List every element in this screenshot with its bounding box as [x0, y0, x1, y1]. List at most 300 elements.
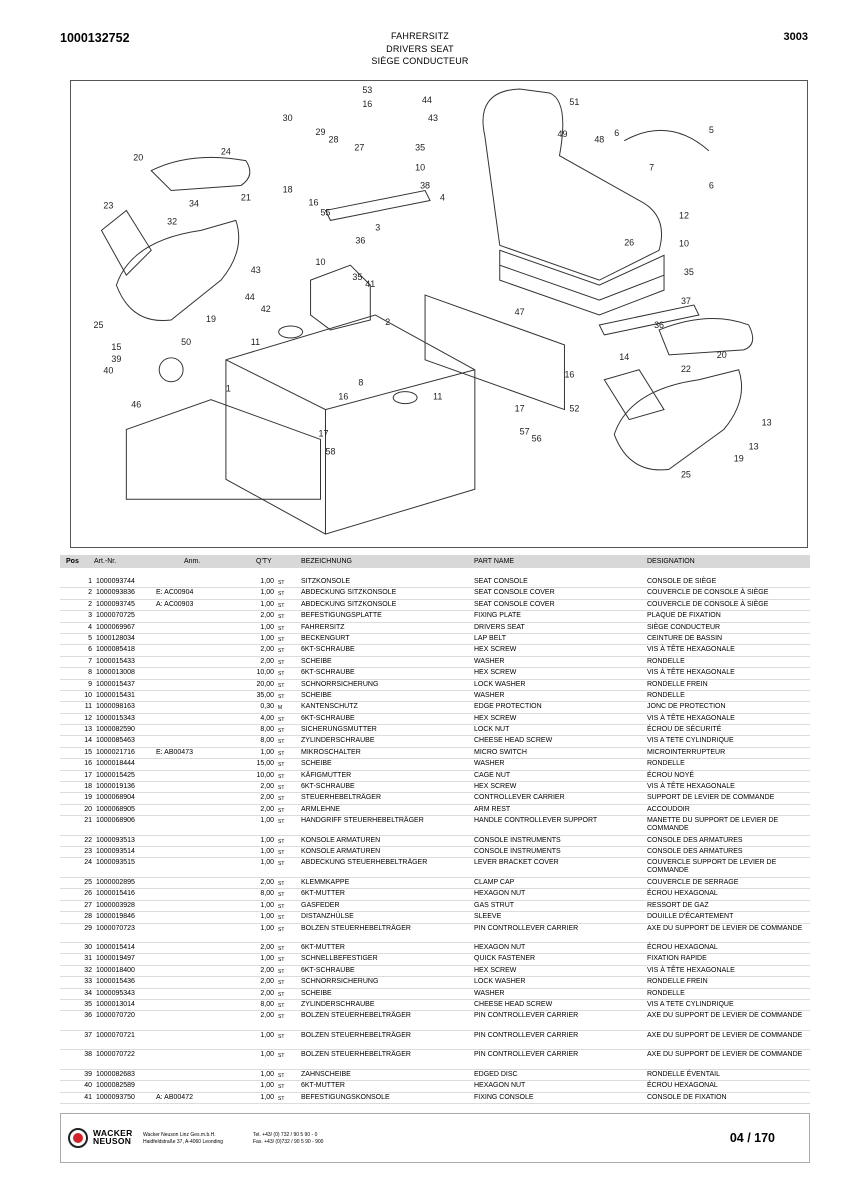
armrest-left — [151, 157, 250, 190]
callout-42: 42 — [260, 304, 271, 315]
callout-34: 34 — [189, 198, 200, 209]
cell-qty: 1,00 — [260, 955, 274, 963]
cell-unit: ST — [278, 693, 285, 700]
cell-fr: MANETTE DU SUPPORT DE LEVIER DE COMMANDE — [647, 817, 779, 833]
table-row — [60, 966, 810, 977]
company-logo-text — [93, 1129, 133, 1145]
armrest-right — [659, 319, 753, 355]
callout-10: 10 — [415, 162, 426, 173]
parts-table-header — [60, 555, 810, 568]
cell-qty: 2,00 — [260, 989, 274, 997]
cell-art: 1000085463 — [96, 737, 135, 745]
cell-fr: CONSOLE DES ARMATURES — [647, 836, 743, 844]
cell-unit: ST — [278, 1003, 285, 1009]
cell-fr: RONDELLE ÉVENTAIL — [647, 1070, 721, 1078]
table-row — [60, 725, 810, 736]
cell-qty: 10,00 — [256, 669, 274, 677]
header-qty: Q'TY — [256, 557, 272, 565]
cell-en: EDGED DISC — [474, 1070, 518, 1078]
cell-fr: CONSOLE DE SIÈGE — [647, 578, 717, 585]
table-row — [60, 1031, 810, 1051]
cell-de: ZAHNSCHEIBE — [301, 1070, 351, 1078]
table-row — [60, 977, 810, 988]
cell-pos: 15 — [84, 748, 92, 756]
cell-pos: 22 — [84, 836, 92, 844]
cell-en: CONTROLLEVER CARRIER — [474, 794, 565, 802]
cell-qty: 2,00 — [260, 978, 274, 986]
cell-pos: 3 — [88, 612, 92, 620]
cell-unit: M — [278, 705, 283, 712]
cell-en: HEX SCREW — [474, 646, 517, 654]
cell-de: SITZKONSOLE — [301, 578, 351, 585]
table-row — [60, 1050, 810, 1070]
cell-qty: 1,00 — [260, 600, 274, 608]
cell-en: SEAT CONSOLE COVER — [474, 589, 555, 597]
table-row — [60, 954, 810, 965]
cell-fr: SUPPORT DE LEVIER DE COMMANDE — [647, 794, 775, 802]
cell-fr: VIS À TÊTE HEXAGONALE — [647, 966, 735, 974]
cell-art: 1000093515 — [96, 859, 135, 867]
control-lever-carrier-left — [116, 220, 238, 320]
header-designation: DESIGNATION — [647, 557, 695, 565]
cell-de: KONSOLE ARMATUREN — [301, 836, 381, 844]
cell-qty: 20,00 — [256, 680, 274, 688]
callout-21: 21 — [240, 192, 251, 203]
cell-de: 6KT-SCHRAUBE — [301, 966, 355, 974]
cell-qty: 1,00 — [260, 1070, 274, 1078]
cell-fr: VIS À TÊTE HEXAGONALE — [647, 646, 735, 654]
console-instruments-right — [604, 370, 664, 420]
edge-protection-ring-2 — [393, 392, 417, 404]
telephone: Tel. +43/ (0) 732 / 90 5 90 - 0 — [253, 1132, 318, 1138]
cell-art: 1000093744 — [96, 578, 135, 585]
cell-fr: PLAQUE DE FIXATION — [647, 612, 721, 620]
cell-art: 1000015416 — [96, 890, 135, 898]
cell-de: BECKENGURT — [301, 634, 350, 642]
table-row — [60, 748, 810, 759]
cell-qty: 8,00 — [260, 890, 274, 898]
cell-art: 1000002895 — [96, 878, 135, 886]
cell-fr: RONDELLE FREIN — [647, 978, 708, 986]
cell-art: 1000018444 — [96, 760, 135, 768]
cell-art: 1000093745 — [96, 600, 135, 608]
cell-de: SCHEIBE — [301, 760, 332, 768]
cell-qty: 1,00 — [260, 589, 274, 597]
callout-46: 46 — [131, 399, 142, 410]
cell-pos: 39 — [84, 1070, 92, 1078]
cell-en: CHEESE HEAD SCREW — [474, 1001, 553, 1008]
cell-art: 1000015437 — [96, 680, 135, 688]
callout-47: 47 — [514, 306, 525, 317]
cell-fr: JONC DE PROTECTION — [647, 703, 726, 711]
callout-25: 25 — [93, 319, 104, 330]
cell-art: 1000013014 — [96, 1001, 135, 1008]
cell-art: 1000070722 — [96, 1051, 135, 1059]
cell-art: 1000018400 — [96, 966, 135, 974]
cell-de: KLEMMKAPPE — [301, 878, 350, 886]
cell-de: KONSOLE ARMATUREN — [301, 848, 381, 856]
callout-44b: 44 — [244, 292, 255, 303]
title-german: FAHRERSITZ — [390, 31, 449, 41]
cell-unit: ST — [278, 968, 285, 975]
cell-qty: 1,00 — [260, 901, 274, 909]
cell-unit: ST — [278, 991, 285, 998]
callout-43b: 43 — [250, 265, 261, 276]
cell-unit: ST — [278, 648, 285, 655]
cell-qty: 2,00 — [260, 944, 274, 952]
callout-19b: 19 — [733, 453, 744, 464]
cell-de: 6KT-MUTTER — [301, 944, 345, 952]
cell-pos: 34 — [84, 989, 92, 997]
cell-de: SICHERUNGSMUTTER — [301, 726, 377, 734]
cell-unit: ST — [278, 580, 285, 586]
cell-qty: 1,00 — [260, 1082, 274, 1090]
header-anm: Anm. — [184, 557, 201, 565]
cell-pos: 24 — [84, 859, 92, 867]
clamp-cap — [159, 358, 183, 382]
cell-unit: ST — [278, 716, 285, 723]
callout-5: 5 — [708, 124, 714, 135]
cell-unit: ST — [278, 1084, 285, 1091]
cell-en: HEX SCREW — [474, 714, 517, 722]
callout-53: 53 — [362, 84, 373, 95]
seat-console-cover-plate — [425, 295, 564, 410]
cell-unit: ST — [278, 739, 285, 746]
cell-de: SCHNELLBEFESTIGER — [301, 955, 378, 963]
cell-unit: ST — [278, 957, 285, 964]
cell-pos: 21 — [84, 817, 92, 825]
cell-en: LAP BELT — [474, 634, 507, 642]
callout-13b: 13 — [748, 441, 759, 452]
cell-unit: ST — [278, 926, 285, 933]
cell-unit: ST — [278, 636, 285, 643]
cell-unit: ST — [278, 1033, 285, 1040]
callout-56: 56 — [531, 433, 542, 444]
cell-unit: ST — [278, 850, 285, 857]
table-row — [60, 657, 810, 668]
callout-6: 6 — [614, 127, 620, 138]
cell-fr: COUVERCLE SUPPORT DE LEVIER DE COMMANDE — [647, 859, 777, 875]
callout-17: 17 — [514, 403, 525, 414]
cell-de: BEFESTIGUNGSPLATTE — [301, 612, 382, 620]
cell-fr: AXE DU SUPPORT DE LEVIER DE COMMANDE — [647, 1051, 803, 1059]
cell-art: 1000068906 — [96, 817, 135, 825]
cell-pos: 18 — [84, 783, 92, 791]
cell-fr: RONDELLE — [647, 989, 685, 997]
cell-de: SCHEIBE — [301, 691, 332, 699]
cell-art: 1000082683 — [96, 1070, 135, 1078]
cell-en: CAGE NUT — [474, 771, 511, 779]
cell-fr: VIS A TETE CYLINDRIQUE — [647, 1001, 734, 1008]
seat-console-frame — [226, 315, 475, 534]
cell-pos: 40 — [84, 1082, 92, 1090]
cell-art: 1000069967 — [96, 623, 135, 631]
table-row — [60, 836, 810, 847]
cell-fr: VIS À TÊTE HEXAGONALE — [647, 783, 735, 791]
document-number: 1000132752 — [60, 31, 130, 45]
cell-en: CLAMP CAP — [474, 878, 515, 886]
cell-unit: ST — [278, 819, 285, 826]
cell-unit: ST — [278, 785, 285, 792]
cell-art: 1000015436 — [96, 978, 135, 986]
cell-unit: ST — [278, 591, 285, 598]
cell-qty: 1,00 — [260, 748, 274, 756]
cell-pos: 11 — [84, 703, 92, 711]
cell-pos: 5 — [88, 634, 92, 642]
cell-de: ZYLINDERSCHRAUBE — [301, 737, 375, 745]
cell-de: ZYLINDERSCHRAUBE — [301, 1001, 375, 1008]
cell-art: 1000015343 — [96, 714, 135, 722]
cell-unit: ST — [278, 671, 285, 678]
cell-pos: 17 — [84, 771, 92, 779]
cell-de: SCHNORRSICHERUNG — [301, 680, 379, 688]
cell-pos: 25 — [84, 878, 92, 886]
cell-fr: COUVERCLE DE SERRAGE — [647, 878, 739, 886]
cell-en: HEX SCREW — [474, 966, 517, 974]
cell-qty: 1,00 — [260, 848, 274, 856]
callout-43: 43 — [428, 112, 439, 123]
callout-14: 14 — [619, 351, 630, 362]
cell-en: PIN CONTROLLEVER CARRIER — [474, 924, 579, 932]
cell-unit: ST — [278, 614, 285, 621]
cell-unit: ST — [278, 861, 285, 868]
part-callouts — [93, 85, 771, 479]
cell-de: BOLZEN STEUERHEBELTRÄGER — [301, 924, 411, 932]
cell-de: GASFEDER — [301, 901, 340, 909]
cell-art: 1000093514 — [96, 848, 135, 856]
table-row — [60, 645, 810, 656]
cell-art: 1000070721 — [96, 1031, 135, 1039]
cell-en: LOCK WASHER — [474, 978, 526, 986]
cell-fr: CONSOLE DES ARMATURES — [647, 848, 743, 856]
cell-en: FIXING CONSOLE — [474, 1093, 534, 1101]
cell-fr: ÉCROU HEXAGONAL — [647, 1082, 718, 1090]
cell-pos: 12 — [84, 714, 92, 722]
header-part-name: PART NAME — [474, 557, 515, 565]
cell-unit: ST — [278, 762, 285, 769]
callout-37: 37 — [680, 296, 691, 307]
cell-unit: ST — [278, 602, 285, 609]
exploded-view-diagram — [70, 80, 808, 548]
cell-qty: 1,00 — [260, 859, 274, 867]
cell-pos: 19 — [84, 794, 92, 802]
cell-fr: VIS À TÊTE HEXAGONALE — [647, 714, 735, 722]
cell-pos: 27 — [84, 901, 92, 909]
cell-pos: 33 — [84, 978, 92, 986]
table-row — [60, 816, 810, 836]
cell-qty: 2,00 — [260, 646, 274, 654]
callout-36b: 36 — [654, 319, 665, 330]
callout-10c: 10 — [678, 238, 689, 249]
edge-protection-ring — [279, 326, 303, 338]
cell-pos: 38 — [84, 1051, 92, 1059]
callout-23: 23 — [103, 200, 114, 211]
cell-art: 1000082590 — [96, 726, 135, 734]
cell-de: KÄFIGMUTTER — [301, 771, 352, 779]
cell-qty: 8,00 — [260, 1001, 274, 1008]
cell-en: LOCK NUT — [474, 726, 510, 734]
cell-pos: 2 — [88, 589, 92, 597]
cell-de: MIKROSCHALTER — [301, 748, 361, 756]
cell-en: PIN CONTROLLEVER CARRIER — [474, 1012, 579, 1020]
cell-en: EDGE PROTECTION — [474, 703, 542, 711]
cell-fr: MICROINTERRUPTEUR — [647, 748, 726, 756]
callout-48: 48 — [594, 134, 605, 145]
cell-de: 6KT-MUTTER — [301, 1082, 345, 1090]
cell-art: 1000095343 — [96, 989, 135, 997]
cell-en: SEAT CONSOLE — [474, 578, 528, 585]
cell-fr: ÉCROU HEXAGONAL — [647, 944, 718, 952]
cell-art: 1000021716 — [96, 748, 135, 756]
cell-fr: RONDELLE — [647, 760, 685, 768]
callout-19: 19 — [206, 313, 216, 324]
cell-anm: E: AC00904 — [156, 589, 194, 597]
cell-art: 1000070720 — [96, 1012, 135, 1020]
cell-pos: 41 — [84, 1093, 92, 1101]
cell-art: 1000015414 — [96, 944, 135, 952]
cell-en: DRIVERS SEAT — [474, 623, 525, 631]
cell-anm: A: AB00472 — [156, 1093, 193, 1101]
cell-qty: 1,00 — [260, 1031, 274, 1039]
table-row — [60, 889, 810, 900]
cell-art: 1000003928 — [96, 901, 135, 909]
callout-39: 39 — [111, 353, 122, 364]
title-french: SIÈGE CONDUCTEUR — [371, 56, 469, 66]
cell-de: BOLZEN STEUERHEBELTRÄGER — [301, 1031, 411, 1039]
cell-pos: 14 — [84, 737, 92, 745]
cell-de: BOLZEN STEUERHEBELTRÄGER — [301, 1012, 411, 1020]
cell-de: 6KT-SCHRAUBE — [301, 646, 355, 654]
cell-pos: 16 — [84, 760, 92, 768]
cell-pos: 32 — [84, 966, 92, 974]
table-row — [60, 759, 810, 770]
cell-fr: COUVERCLE DE CONSOLE À SIÈGE — [647, 600, 769, 608]
cell-unit: ST — [278, 807, 285, 814]
callout-36: 36 — [355, 235, 366, 246]
cell-de: 6KT-MUTTER — [301, 890, 345, 898]
cell-de: SCHEIBE — [301, 989, 332, 997]
table-row — [60, 680, 810, 691]
callout-32: 32 — [167, 216, 178, 227]
cell-fr: ÉCROU DE SÉCURITÉ — [647, 726, 722, 734]
cell-fr: RONDELLE — [647, 691, 685, 699]
cell-en: HEX SCREW — [474, 783, 517, 791]
table-row — [60, 878, 810, 889]
cell-qty: 8,00 — [260, 726, 274, 734]
page-code: 3003 — [783, 31, 808, 43]
cell-anm: E: AB00473 — [156, 748, 193, 756]
callout-3: 3 — [375, 222, 381, 233]
exploded-view-drawing — [71, 81, 807, 547]
cell-pos: 28 — [84, 913, 92, 921]
header-art-nr: Art.-Nr. — [94, 557, 117, 565]
cell-unit: ST — [278, 946, 285, 953]
table-row — [60, 943, 810, 954]
cell-de: ABDECKUNG SITZKONSOLE — [301, 589, 397, 597]
callout-35b: 35 — [352, 272, 363, 283]
fax: Fax. +43/ (0)732 / 90 5 90 - 900 — [253, 1138, 324, 1145]
cell-pos: 9 — [88, 680, 92, 688]
table-row — [60, 912, 810, 923]
cell-fr: VIS A TETE CYLINDRIQUE — [647, 737, 734, 745]
cell-qty: 1,00 — [260, 1093, 274, 1101]
cell-en: PIN CONTROLLEVER CARRIER — [474, 1051, 579, 1059]
callout-4: 4 — [439, 192, 445, 203]
callout-20b: 20 — [716, 349, 727, 360]
cell-en: WASHER — [474, 760, 505, 768]
cell-fr: CEINTURE DE BASSIN — [647, 634, 723, 642]
cell-qty: 4,00 — [260, 714, 274, 722]
cell-qty: 1,00 — [260, 913, 274, 921]
cell-anm: A: AC00903 — [156, 600, 194, 608]
cell-de: HANDGRIFF STEUERHEBELTRÄGER — [301, 817, 424, 825]
callout-25b: 25 — [680, 469, 691, 480]
callout-10b: 10 — [315, 257, 326, 268]
table-row — [60, 858, 810, 878]
callout-29: 29 — [315, 126, 326, 137]
cell-qty: 10,00 — [256, 771, 274, 779]
callout-40: 40 — [103, 365, 114, 376]
callout-1: 1 — [225, 383, 231, 394]
cell-art: 1000015431 — [96, 691, 135, 699]
callout-16d: 16 — [564, 369, 575, 380]
cell-de: BOLZEN STEUERHEBELTRÄGER — [301, 1051, 411, 1059]
cell-fr: ÉCROU NOYÉ — [647, 771, 695, 779]
callout-8: 8 — [358, 377, 364, 388]
callout-35: 35 — [415, 142, 426, 153]
cell-unit: ST — [278, 892, 285, 899]
control-lever-carrier-right — [614, 370, 741, 470]
cell-pos: 6 — [88, 646, 92, 654]
address-line-2: Haidfeldstraße 37, A-4060 Leonding — [143, 1138, 224, 1145]
cell-unit: ST — [278, 903, 285, 910]
callout-50: 50 — [181, 336, 192, 347]
cell-de: ARMLEHNE — [301, 805, 340, 813]
callout-57: 57 — [519, 426, 530, 437]
callout-6b: 6 — [708, 180, 714, 191]
callout-49: 49 — [557, 128, 568, 139]
cell-de: 6KT-SCHRAUBE — [301, 714, 355, 722]
table-row — [60, 634, 810, 645]
cell-de: SCHNORRSICHERUNG — [301, 978, 379, 986]
cell-pos: 20 — [84, 805, 92, 813]
callout-27: 27 — [354, 142, 365, 153]
cell-qty: 1,00 — [260, 924, 274, 932]
callout-35c: 35 — [683, 267, 694, 278]
cell-qty: 8,00 — [260, 737, 274, 745]
page-number: 04 / 170 — [729, 1131, 775, 1145]
cell-art: 1000068905 — [96, 805, 135, 813]
callout-52: 52 — [569, 403, 580, 414]
cell-en: CONSOLE INSTRUMENTS — [474, 836, 561, 844]
table-row — [60, 702, 810, 713]
cell-pos: 7 — [88, 657, 92, 665]
cell-fr: ACCOUDOIR — [647, 805, 690, 813]
fixing-plate-upper — [325, 191, 430, 221]
callout-12: 12 — [678, 210, 689, 221]
cell-qty: 1,00 — [260, 623, 274, 631]
cell-de: STEUERHEBELTRÄGER — [301, 794, 381, 802]
cell-en: WASHER — [474, 691, 505, 699]
parts-table — [60, 577, 810, 1104]
cell-pos: 1 — [88, 578, 92, 585]
table-row — [60, 1070, 810, 1081]
callout-38: 38 — [420, 180, 431, 191]
cell-de: 6KT-SCHRAUBE — [301, 783, 355, 791]
callout-2: 2 — [385, 316, 391, 327]
page-title — [300, 30, 540, 68]
cell-qty: 2,00 — [260, 878, 274, 886]
